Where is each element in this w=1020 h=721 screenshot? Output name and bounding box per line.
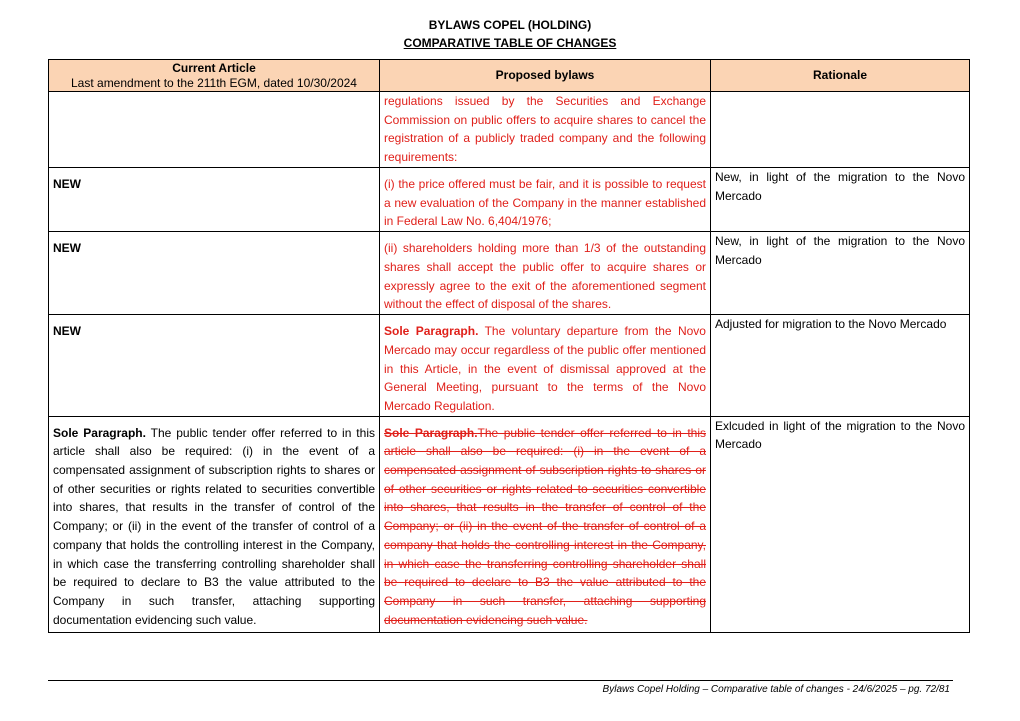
current-article-cell: [49, 168, 380, 232]
current-article-text: NEW: [53, 177, 81, 191]
table-row: [49, 168, 970, 232]
current-article-body: The public tender offer referred to in this article shall also be required: (i) in the event of a compensated assignment of subscription rights to shares or of other securities or rights related to securities convertible into shares, that results in the transfer of control of the Company; or (ii) in the event of the transfer of control of a company that holds the controlling interest in the Company, in which case the transferring controlling shareholder shall be required to declare to B3 the value attributed to the Company in such transfer, attaching supporting documentation evidencing such value.: [53, 425, 375, 627]
proposed-bylaws-text: (i) the price offered must be fair, and it is possible to request a new evaluation of the Company in the manner established in Federal Law No. 6,404/1976;: [384, 177, 706, 229]
table-row: [49, 92, 970, 168]
proposed-bylaws-cell: [380, 315, 711, 417]
table-row: [49, 232, 970, 315]
document-title: BYLAWS COPEL (HOLDING): [428, 18, 592, 32]
table-header-row: [49, 60, 970, 92]
table-row: [49, 315, 970, 417]
column-header-rationale: Rationale: [711, 60, 970, 92]
proposed-bylaws-text: (ii) shareholders holding more than 1/3 of the outstanding shares shall accept the public offer to acquire shares or expressly agree to the exit of the aforementioned segment without the effect of disposal of the shares.: [384, 241, 706, 312]
proposed-bylaws-deleted-text: [384, 417, 706, 630]
rationale-cell: New, in light of the migration to the Novo Mercado: [711, 232, 970, 315]
current-article-cell: [49, 92, 380, 168]
page-footer: Bylaws Copel Holding – Comparative table of changes - 24/6/2025 – pg. 72/81: [602, 684, 950, 695]
sole-paragraph-label: Sole Paragraph.: [384, 425, 478, 440]
proposed-bylaws-body: The voluntary departure from the Novo Mercado may occur regardless of the public offer mentioned in this Article, in the event of dismissal approved at the General Meeting, pursuant to the terms of the Novo Mercado Regulation.: [384, 324, 706, 413]
proposed-bylaws-body: The public tender offer referred to in this article shall also be required: (i) in the event of a compensated assignment of subscription rights to shares or of other securities or rights related to securities convertible into shares, that results in the transfer of control of the Company; or (ii) in the event of the transfer of control of a company that holds the controlling interest in the Company, in which case the transferring controlling shareholder shall be required to declare to B3 the value attributed to the Company in such transfer, attaching supporting documentation evidencing such value.: [384, 425, 706, 627]
proposed-bylaws-cell: [380, 232, 711, 315]
proposed-bylaws-cell: [380, 416, 711, 632]
rationale-cell: Adjusted for migration to the Novo Mercado: [711, 315, 970, 417]
rationale-cell: New, in light of the migration to the Novo Mercado: [711, 168, 970, 232]
comparative-table: [48, 59, 970, 633]
column-header-proposed: Proposed bylaws: [380, 60, 711, 92]
sole-paragraph-label: Sole Paragraph.: [53, 425, 146, 440]
current-article-text: NEW: [53, 324, 81, 339]
current-article-text: [53, 417, 375, 630]
current-article-cell: [49, 232, 380, 315]
document-subtitle: COMPARATIVE TABLE OF CHANGES: [403, 36, 617, 50]
table-row: [49, 416, 970, 632]
proposed-bylaws-cell: regulations issued by the Securities and Exchange Commission on public offers to acquire shares to cancel the registration of a publicly traded company and the following requirements:: [380, 92, 711, 168]
current-article-text: NEW: [53, 241, 81, 256]
column-header-current-title: Current Article: [172, 60, 256, 75]
column-header-current-subtitle: Last amendment to the 211th EGM, dated 10/30/2024: [71, 75, 357, 90]
column-header-current: [49, 60, 380, 92]
proposed-bylaws-text: [384, 315, 706, 416]
proposed-bylaws-cell: [380, 168, 711, 232]
rationale-cell: Exlcuded in light of the migration to the Novo Mercado: [711, 416, 970, 632]
current-article-cell: [49, 315, 380, 417]
footer-divider: [48, 680, 953, 681]
current-article-cell: [49, 416, 380, 632]
rationale-cell: [711, 92, 970, 168]
sole-paragraph-label: Sole Paragraph.: [384, 324, 479, 339]
